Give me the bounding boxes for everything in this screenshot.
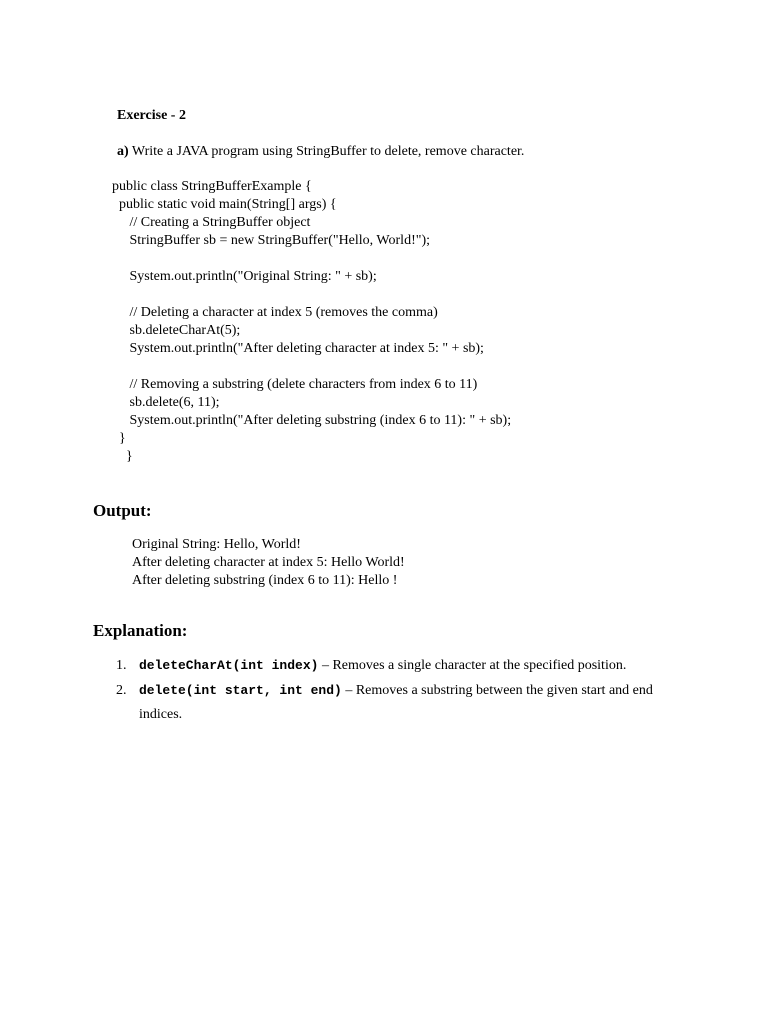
output-heading: Output: xyxy=(93,501,152,520)
code-line: StringBuffer sb = new StringBuffer("Hello, World!"); xyxy=(112,233,430,248)
code-line xyxy=(112,358,511,376)
method-description: – Removes a substring between the given start and end indices. xyxy=(139,683,653,722)
question-label: a) xyxy=(117,144,129,159)
code-line: sb.deleteCharAt(5); xyxy=(112,323,241,338)
list-item-number: 1. xyxy=(116,658,127,673)
code-line: } xyxy=(112,449,133,464)
method-description: – Removes a single character at the specified position. xyxy=(318,658,627,673)
method-name: delete(int start, int end) xyxy=(139,683,342,698)
question-text: Write a JAVA program using StringBuffer to delete, remove character. xyxy=(128,144,525,159)
output-line: After deleting character at index 5: Hello World! xyxy=(132,555,405,570)
code-line: // Creating a StringBuffer object xyxy=(112,215,311,230)
code-line: // Deleting a character at index 5 (removes the comma) xyxy=(112,305,438,320)
code-block xyxy=(112,178,511,466)
output-line: Original String: Hello, World! xyxy=(132,537,301,552)
method-name: deleteCharAt(int index) xyxy=(139,658,319,673)
code-line: System.out.println("After deleting character at index 5: " + sb); xyxy=(112,341,484,356)
code-line: public static void main(String[] args) { xyxy=(112,197,337,212)
question xyxy=(117,143,524,161)
list-item xyxy=(116,679,676,727)
code-line: } xyxy=(112,431,126,446)
code-line: // Removing a substring (delete characters from index 6 to 11) xyxy=(112,377,478,392)
code-line xyxy=(112,286,511,304)
list-item xyxy=(116,654,676,678)
list-item-number: 2. xyxy=(116,683,127,698)
code-line xyxy=(112,250,511,268)
output-line: After deleting substring (index 6 to 11): Hello ! xyxy=(132,573,398,588)
exercise-title: Exercise - 2 xyxy=(117,108,186,123)
code-line: System.out.println("After deleting substring (index 6 to 11): " + sb); xyxy=(112,413,512,428)
output-block xyxy=(132,536,405,590)
explanation-list xyxy=(116,654,676,728)
code-line: public class StringBufferExample { xyxy=(112,179,312,194)
explanation-heading: Explanation: xyxy=(93,621,188,640)
code-line: sb.delete(6, 11); xyxy=(112,395,220,410)
code-line: System.out.println("Original String: " + sb); xyxy=(112,269,377,284)
